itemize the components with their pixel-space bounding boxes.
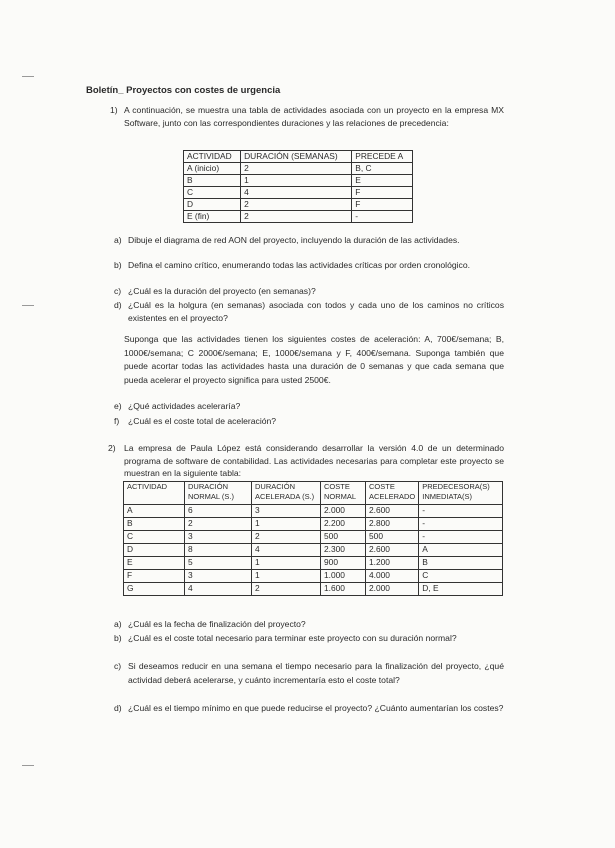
cell: D [124, 544, 185, 557]
scan-mark [22, 305, 34, 306]
question-number: 1) [110, 105, 118, 115]
header-cell: COSTE NORMAL [321, 482, 366, 505]
cell: - [419, 518, 503, 531]
item-text: ¿Cuál es la holgura (en semanas) asociada con todos y cada uno de los caminos no críticos existentes en el proyecto? [128, 300, 504, 323]
item-text: ¿Cuál es el coste total necesario para terminar este proyecto con su duración normal? [128, 633, 457, 643]
table-row [124, 544, 503, 557]
cell: 4 [185, 583, 252, 596]
cell: 5 [185, 557, 252, 570]
question-item [114, 702, 504, 716]
cell: 2 [252, 583, 321, 596]
question-item [114, 400, 504, 413]
cell: 500 [321, 531, 366, 544]
table-row [124, 557, 503, 570]
cell: A [419, 544, 503, 557]
acceleration-costs-paragraph: Suponga que las actividades tienen los siguientes costes de aceleración: A, 700€/semana; B, 1000€/semana; C 2000€/semana; E, 1000€/semana y F, 400€/semana. Suponga también que puede acortar todas las actividades hasta una duración de 0 semanas y que cada semana que pueda acelerar el proyecto significa para usted 2500€. [124, 334, 504, 385]
cell: 2.800 [366, 518, 419, 531]
header-cell: ACTIVIDAD [184, 151, 241, 163]
cell: D, E [419, 583, 503, 596]
document-title: Boletín_ Proyectos con costes de urgencia [86, 85, 281, 96]
table-header [124, 482, 503, 505]
item-label: a) [114, 619, 122, 629]
item-label: d) [114, 300, 122, 310]
item-label: a) [114, 235, 122, 245]
question-item [114, 234, 504, 247]
table-row [184, 175, 413, 187]
question-item [114, 632, 504, 646]
cell: 1 [241, 175, 352, 187]
item-text: ¿Cuál es el coste total de aceleración? [128, 416, 277, 426]
cell: 1 [252, 557, 321, 570]
table-row [124, 518, 503, 531]
cell: E (fin) [184, 211, 241, 223]
cell: 2.600 [366, 505, 419, 518]
item-text: Si deseamos reducir en una semana el tiempo necesario para la finalización del proyecto, ¿qué actividad deberá acelerarse, y cuánto incrementaría esto el coste total? [128, 661, 504, 685]
table-row [184, 187, 413, 199]
cell: 3 [252, 505, 321, 518]
cell: D [184, 199, 241, 211]
cell: - [352, 211, 413, 223]
cell: 8 [185, 544, 252, 557]
cell: B [419, 557, 503, 570]
cell: E [352, 175, 413, 187]
item-text: ¿Qué actividades aceleraría? [128, 401, 241, 411]
cell: B [184, 175, 241, 187]
header-cell: DURACIÓN NORMAL (S.) [185, 482, 252, 505]
cell: 2 [241, 211, 352, 223]
item-label: b) [114, 260, 122, 270]
cell: 1 [252, 518, 321, 531]
item-label: b) [114, 633, 122, 643]
cell: 1.200 [366, 557, 419, 570]
cell: 3 [185, 531, 252, 544]
header-cell: PREDECESORA(S) INMEDIATA(S) [419, 482, 503, 505]
question-1-intro: A continuación, se muestra una tabla de actividades asociada con un proyecto en la empresa MX Software, junto con las correspondientes duraciones y las relaciones de precedencia: [124, 105, 504, 128]
table-row [124, 531, 503, 544]
cell: 6 [185, 505, 252, 518]
header-cell: ACTIVIDAD [124, 482, 185, 505]
question-2-intro: La empresa de Paula López está considerando desarrollar la versión 4.0 de un determinado programa de software de contabilidad. Las actividades necesarias para completar este proyecto se muestran en la siguiente tabla: [124, 443, 504, 478]
cell: F [352, 187, 413, 199]
table-row [184, 163, 413, 175]
cell: E [124, 557, 185, 570]
cell: B, C [352, 163, 413, 175]
item-text: Dibuje el diagrama de red AON del proyecto, incluyendo la duración de las actividades. [128, 235, 460, 245]
activities-table-1 [183, 150, 413, 223]
cell: C [124, 531, 185, 544]
cell: C [419, 570, 503, 583]
cell: 4 [241, 187, 352, 199]
cell: A (inicio) [184, 163, 241, 175]
header-cell: DURACIÓN ACELERADA (S.) [252, 482, 321, 505]
activities-table-2 [123, 481, 503, 596]
question-item [114, 618, 504, 632]
cell: F [124, 570, 185, 583]
cell: 4.000 [366, 570, 419, 583]
item-label: e) [114, 401, 122, 411]
cell: A [124, 505, 185, 518]
cell: 2 [185, 518, 252, 531]
scan-mark [22, 765, 34, 766]
cell: G [124, 583, 185, 596]
question-number: 2) [108, 443, 116, 453]
table-row [184, 211, 413, 223]
cell: 1.000 [321, 570, 366, 583]
item-label: c) [114, 286, 122, 296]
cell: 2.000 [366, 583, 419, 596]
cell: 500 [366, 531, 419, 544]
header-cell: PRECEDE A [352, 151, 413, 163]
question-item [114, 259, 504, 272]
item-text: Defina el camino crítico, enumerando todas las actividades críticas por orden cronológico. [128, 260, 471, 270]
cell: 4 [252, 544, 321, 557]
question-item [114, 299, 504, 324]
scan-mark [22, 76, 34, 77]
cell: 2.000 [321, 505, 366, 518]
cell: C [184, 187, 241, 199]
header-cell: COSTE ACELERADO [366, 482, 419, 505]
item-text: ¿Cuál es la duración del proyecto (en semanas)? [128, 286, 316, 296]
table-header [184, 151, 413, 163]
cell: - [419, 505, 503, 518]
cell: 2.200 [321, 518, 366, 531]
cell: 2 [241, 199, 352, 211]
cell: 2 [252, 531, 321, 544]
table-row [124, 505, 503, 518]
cell: 2.300 [321, 544, 366, 557]
header-cell: DURACIÓN (SEMANAS) [241, 151, 352, 163]
item-label: d) [114, 703, 122, 713]
table-row [124, 570, 503, 583]
cell: - [419, 531, 503, 544]
item-label: c) [114, 661, 122, 671]
cell: B [124, 518, 185, 531]
cell: 3 [185, 570, 252, 583]
table-row [124, 583, 503, 596]
item-label: f) [114, 416, 120, 426]
question-item [114, 660, 504, 687]
cell: 1 [252, 570, 321, 583]
question-item [114, 415, 504, 428]
table-row [184, 199, 413, 211]
cell: 2 [241, 163, 352, 175]
cell: F [352, 199, 413, 211]
cell: 2.600 [366, 544, 419, 557]
cell: 1.600 [321, 583, 366, 596]
cell: 900 [321, 557, 366, 570]
question-item [114, 285, 504, 298]
item-text: ¿Cuál es el tiempo mínimo en que puede reducirse el proyecto? ¿Cuánto aumentarían los costes? [128, 703, 504, 713]
item-text: ¿Cuál es la fecha de finalización del proyecto? [128, 619, 306, 629]
